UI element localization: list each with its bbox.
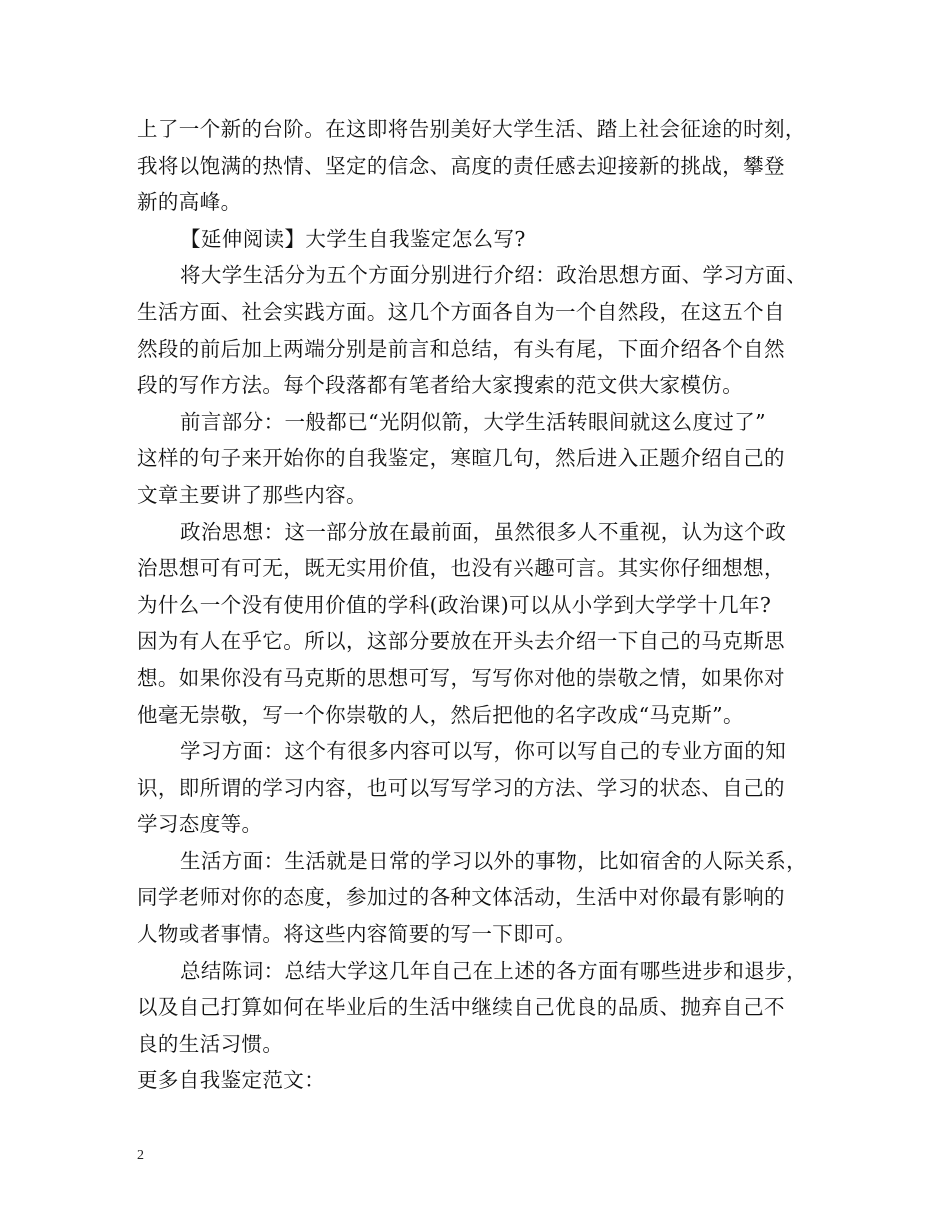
text-line: 将大学生活分为五个方面分别进行介绍：政治思想方面、学习方面、 [180, 263, 807, 288]
page-number: 2 [137, 1148, 144, 1163]
text-line: 生活方面、社会实践方面。这几个方面各自为一个自然段，在这五个自 [137, 299, 785, 324]
text-line: 因为有人在乎它。所以，这部分要放在开头去介绍一下自己的马克斯思 [137, 629, 785, 654]
text-line: 为什么一个没有使用价值的学科(政治课)可以从小学到大学学十几年? [137, 592, 772, 617]
text-line: 治思想可有可无，既无实用价值，也没有兴趣可言。其实你仔细想想， [137, 556, 785, 581]
text-line: 然段的前后加上两端分别是前言和总结，有头有尾，下面介绍各个自然 [137, 336, 785, 361]
text-line: 良的生活习惯。 [137, 1031, 284, 1056]
paragraph [137, 111, 817, 221]
paragraph [137, 733, 817, 843]
text-line: 想。如果你没有马克斯的思想可写，写写你对他的崇敬之情，如果你对 [137, 665, 785, 690]
text-line: 学习态度等。 [137, 812, 263, 837]
paragraph [137, 404, 817, 514]
text-line: 【延伸阅读】大学生自我鉴定怎么写? [180, 226, 526, 251]
text-line: 政治思想：这一部分放在最前面，虽然很多人不重视，认为这个政 [180, 519, 787, 544]
text-line: 生活方面：生活就是日常的学习以外的事物，比如宿舍的人际关系， [180, 848, 807, 873]
text-line: 他毫无崇敬，写一个你崇敬的人，然后把他的名字改成“马克斯”。 [137, 702, 744, 727]
text-line: 段的写作方法。每个段落都有笔者给大家搜索的范文供大家模仿。 [137, 373, 744, 398]
text-line: 学习方面：这个有很多内容可以写，你可以写自己的专业方面的知 [180, 739, 787, 764]
text-line: 同学老师对你的态度，参加过的各种文体活动，生活中对你最有影响的 [137, 885, 785, 910]
paragraph [137, 257, 817, 403]
paragraph [137, 514, 817, 734]
paragraph [137, 221, 817, 258]
paragraph [137, 843, 817, 953]
paragraph [137, 953, 817, 1063]
text-line: 文章主要讲了那些内容。 [137, 482, 367, 507]
text-line: 以及自己打算如何在毕业后的生活中继续自己优良的品质、抛弃自己不 [137, 995, 785, 1020]
document-body [137, 111, 817, 1099]
text-line: 上了一个新的台阶。在这即将告别美好大学生活、踏上社会征途的时刻， [137, 117, 806, 141]
paragraph [137, 1062, 817, 1099]
text-line: 新的高峰。 [137, 190, 242, 215]
text-line: 总结陈词：总结大学这几年自己在上述的各方面有哪些进步和退步， [180, 958, 807, 983]
text-line: 这样的句子来开始你的自我鉴定，寒暄几句，然后进入正题介绍自己的 [137, 446, 785, 471]
text-line: 前言部分：一般都已“光阴似箭，大学生活转眼间就这么度过了” [180, 409, 767, 434]
text-line: 更多自我鉴定范文： [137, 1068, 326, 1093]
text-line: 我将以饱满的热情、坚定的信念、高度的责任感去迎接新的挑战，攀登 [137, 153, 785, 178]
text-line: 识，即所谓的学习内容，也可以写写学习的方法、学习的状态、自己的 [137, 775, 785, 800]
text-line: 人物或者事情。将这些内容简要的写一下即可。 [137, 922, 576, 947]
